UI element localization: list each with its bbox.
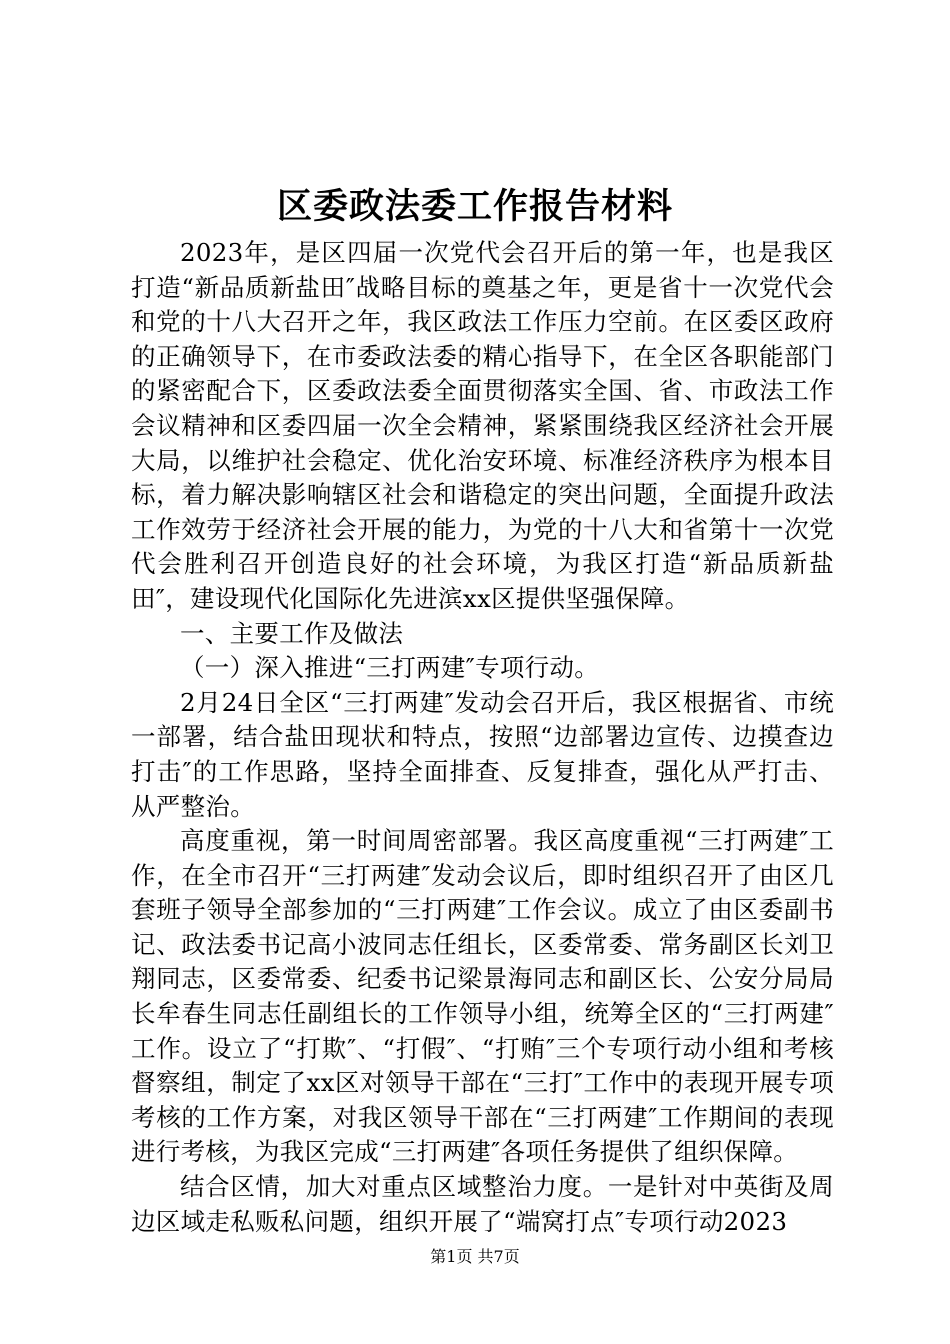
section-heading-main-work: 一、主要工作及做法 xyxy=(180,618,404,648)
page-indicator: 第1页 共7页 xyxy=(430,1247,520,1266)
paragraph-high-attention: 高度重视，第一时间周密部署。我区高度重视“三打两建″工作，在全市召开“三打两建″发动会议后，即时组织召开了由区几套班子领导全部参加的“三打两建″工作会议。成立了由区委副书记、政法委书记高小波同志任组长，区委常委、常务副区长刘卫翔同志，区委常委、纪委书记梁景海同志和副区长、公安分局局长牟春生同志任副组长的工作领导小组，统筹全区的“三打两建″工作。设立了“打欺″、“打假″、“打贿″三个专项行动小组和考核督察组，制定了xx区对领导干部在“三打″工作中的表现开展专项考核的工作方案，对我区领导干部在“三打两建″工作期间的表现进行考核，为我区完成“三打两建″各项任务提供了组织保障。 xyxy=(131,826,834,1167)
document-title: 区委政法委工作报告材料 xyxy=(276,186,673,227)
subsection-heading-san-da-liang-jian: （一）深入推进“三打两建″专项行动。 xyxy=(180,653,600,683)
document-body xyxy=(131,236,834,1239)
paragraph-intro: 2023年，是区四届一次党代会召开后的第一年，也是我区打造“新品质新盐田″战略目标的奠基之年，更是省十一次党代会和党的十八大召开之年，我区政法工作压力空前。在区委区政府的正确领导下，在市委政法委的精心指导下，在全区各职能部门的紧密配合下，区委政法委全面贯彻落实全国、省、市政法工作会议精神和区委四届一次全会精神，紧紧围绕我区经济社会开展大局，以维护社会稳定、优化治安环境、标准经济秩序为根本目标，着力解决影响辖区社会和谐稳定的突出问题，全面提升政法工作效劳于经济社会开展的能力，为党的十八大和省第十一次党代会胜利召开创造良好的社会环境，为我区打造“新品质新盐田″，建设现代化国际化先进滨xx区提供坚强保障。 xyxy=(131,238,834,613)
paragraph-key-area-rectification: 结合区情，加大对重点区域整治力度。一是针对中英街及周边区域走私贩私问题，组织开展了“端窝打点″专项行动2023 xyxy=(131,1172,834,1236)
paragraph-deployment: 2月24日全区“三打两建″发动会召开后，我区根据省、市统一部署，结合盐田现状和特点，按照“边部署边宣传、边摸查边打击″的工作思路，坚持全面排查、反复排查，强化从严打击、从严整治。 xyxy=(131,687,834,821)
